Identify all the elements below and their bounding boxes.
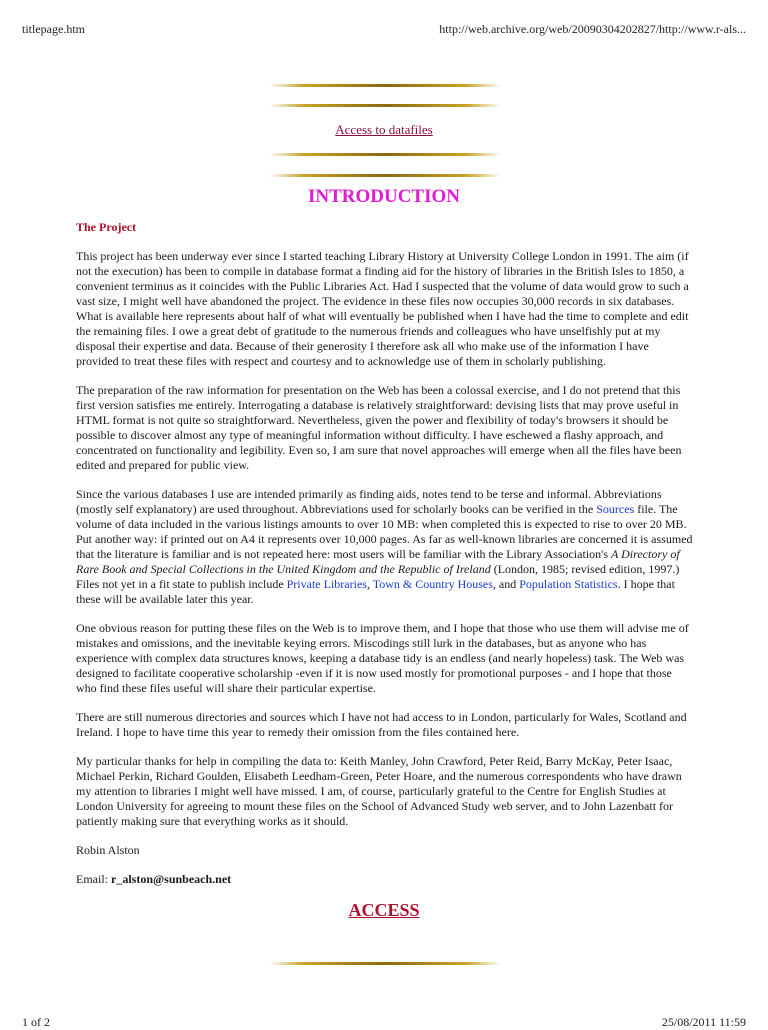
gold-divider	[269, 174, 501, 177]
main-content	[76, 220, 694, 901]
separator: ,	[366, 577, 373, 591]
separator: , and	[492, 577, 520, 591]
paragraph: One obvious reason for putting these files on the Web is to improve them, and I hope that those who use them will advise me of mistakes and omissions, and the inevitable keying errors. Miscodings still lurk in the databases, but as anyone who has experience with complex data structures knows, keeping a database tidy is an endless (and nearly hopeless) task. The Web was designed to facilitate cooperative scholarship -even if it is now used mostly for promotional purposes - and I hope that those who find these files useful will share their particular expertise.	[76, 621, 689, 695]
paragraph-text: . I hope that these will be available later this year.	[76, 577, 675, 606]
sources-link[interactable]: Sources	[596, 502, 635, 516]
section-heading: The Project	[76, 220, 137, 234]
access-datafiles-container	[0, 122, 768, 138]
town-country-houses-link[interactable]: Town & Country Houses	[372, 577, 493, 591]
print-header	[22, 22, 746, 37]
print-footer	[22, 1015, 746, 1030]
email-address[interactable]: r_alston@sunbeach.net	[111, 872, 232, 886]
paragraph-text: file. The volume of data included in the various listings amounts to over 10 MB: when completed this is expected to rise to over 20 MB. Put another way: if printed out on A4 it represents over 10,000 pages. As far as well-known libraries are concerned it is assumed that the literature is familiar and is not repeated here: most users will be familiar with the Library Association's	[76, 502, 693, 561]
gold-divider	[269, 153, 501, 156]
gold-divider	[269, 104, 501, 107]
paragraph: The preparation of the raw information for presentation on the Web has been a colossal exercise, and I do not pretend that this first version satisfies me entirely. Interrogating a database is relatively straightforward: devising lists that may prove useful in HTML format is not quite so straightforward. Nevertheless, given the power and flexibility of today's browsers it should be possible to discover almost any type of meaningful information without difficulty. I have eschewed a flashy approach, and concentrated on functionality and legibility. Even so, I am sure that novel approaches will emerge when all the files have been edited and prepared for public view.	[76, 383, 682, 472]
email-label: Email:	[76, 872, 111, 886]
paragraph-text: (London, 1985; revised edition, 1997.) Files not yet in a fit state to publish include	[76, 562, 680, 591]
introduction-title: INTRODUCTION	[307, 186, 461, 207]
gold-divider	[269, 962, 501, 965]
paragraph: My particular thanks for help in compiling the data to: Keith Manley, John Crawford, Peter Reid, Barry McKay, Peter Isaac, Michael Perkin, Richard Goulden, Elisabeth Leedham-Green, Peter Hoare, and the numerous correspondents who have drawn my attention to libraries I might well have missed. I am, of course, particularly grateful to the Centre for English Studies at London University for agreeing to mount these files on the School of Advanced Study web server, and to John Lazenbatt for patiently making sure that everything works as it should.	[76, 754, 682, 828]
access-datafiles-link[interactable]: Access to datafiles	[335, 122, 433, 137]
footer-page-count: 1 of 2	[22, 1015, 50, 1029]
access-title[interactable]: ACCESS	[348, 900, 420, 920]
header-url: http://web.archive.org/web/20090304202827/http://www.r-als...	[439, 22, 746, 36]
header-filename: titlepage.htm	[22, 22, 85, 36]
footer-timestamp: 25/08/2011 11:59	[661, 1015, 746, 1029]
gold-divider	[269, 84, 501, 87]
population-statistics-link[interactable]: Population Statistics	[519, 577, 618, 591]
signature: Robin Alston	[76, 843, 140, 857]
paragraph: There are still numerous directories and sources which I have not had access to in London, particularly for Wales, Scotland and Ireland. I hope to have time this year to remedy their omission from the files contained here.	[76, 710, 687, 739]
paragraph	[76, 487, 694, 607]
private-libraries-link[interactable]: Private Libraries	[286, 577, 367, 591]
paragraph: This project has been underway ever since I started teaching Library History at University College London in 1991. The aim (if not the execution) has been to compile in database format a finding aid for the history of libraries in the British Isles to 1850, a convenient terminus as it coincides with the Public Libraries Act. Had I suspected that the volume of data would grow to such a vast size, I might well have abandoned the project. The evidence in these files now occupies 30,000 records in six databases. What is available here represents about half of what will eventually be published when I have had the time to complete and edit the remaining files. I owe a great debt of gratitude to the numerous friends and colleagues who have unselfishly put at my disposal their expertise and data. Because of their generosity I therefore ask all who make use of the information I have provided to treat these files with respect and courtesy and to acknowledge use of them in scholarly publishing.	[76, 249, 689, 368]
book-title: A Directory of Rare Book and Special Collections in the United Kingdom and the Republic of Ireland	[76, 547, 680, 576]
paragraph-text: Since the various databases I use are intended primarily as finding aids, notes tend to be terse and informal. Abbreviations (mostly self explanatory) are used throughout. Abbreviations used for scholarly books can be verified in the	[76, 487, 662, 516]
email-line	[76, 872, 694, 887]
